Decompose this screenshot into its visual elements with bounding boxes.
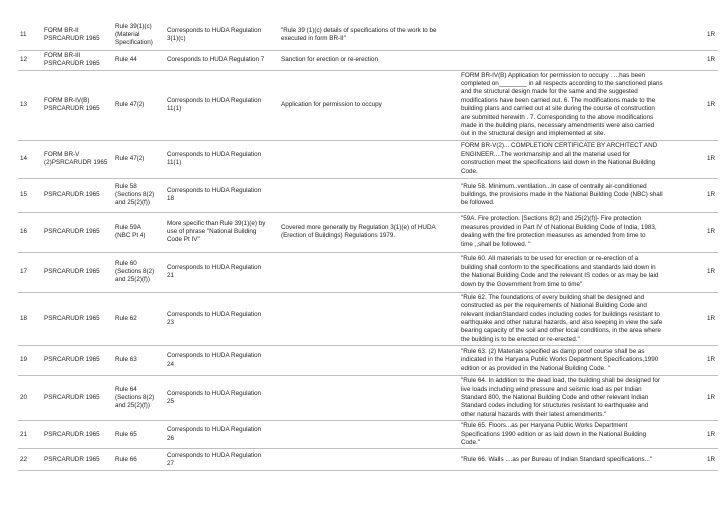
table-row	[18, 252, 718, 292]
cell-obs	[279, 292, 459, 345]
cell-obs: Application for permission to occupy	[281, 100, 382, 108]
cell-rule: Rule 47(2)	[115, 155, 145, 163]
cell-form: PSRCARUDR 1965	[44, 455, 100, 463]
cell-huda: Corresponds to HUDA Regulation 23	[167, 310, 262, 326]
cell-rule: Rule 63	[115, 356, 137, 364]
table-row	[18, 421, 718, 449]
cell-cat: 1R	[706, 356, 715, 364]
cell-text: "Rule 64. In addition to the dead load, the building shall be designed for live loads including wind pressure and seismic load as per Indian Standard 800, the National Building Code and other relevant Indian Standard codes including for structures resistant to earthquake and other natural hazards with their latest amendments."	[461, 377, 660, 418]
cell-no: 22	[20, 455, 28, 463]
cell-no: 16	[20, 228, 28, 236]
table-row	[18, 449, 718, 471]
cell-form: FORM BR-IV(B) PSRCARUDR 1965	[44, 96, 100, 113]
table-row	[18, 21, 718, 50]
cell-huda: Coresponds to HUDA Regulation 7	[167, 55, 265, 63]
cell-huda: Corresponds to HUDA Regulation 26	[167, 426, 262, 442]
cell-huda: Corresponds to HUDA Regulation 11(1)	[167, 96, 262, 113]
cell-form: PSRCARUDR 1965	[44, 394, 100, 401]
cell-rule: Rule 58 (Sections 8(2) and 25(2)(f))	[115, 182, 155, 207]
cell-rule: Rule 39(1)(c) (Material Specification)	[115, 22, 153, 47]
cell-form: FORM BR-II PSRCARUDR 1965	[44, 26, 100, 43]
cell-form: PSRCARUDR 1965	[44, 356, 100, 364]
cell-no: 19	[20, 356, 28, 364]
table-row	[18, 50, 718, 70]
cell-text: "Rule 60. All materials to be used for erection or re-erection of a building shall conform to the specifications and standards laid down in the National Building Code and the relevant IS codes or as may be laid down by the Government from time to time"	[461, 255, 659, 288]
cell-rule: Rule 65	[115, 430, 137, 438]
table-row	[18, 292, 718, 345]
cell-form: PSRCARUDR 1965	[44, 430, 100, 438]
cell-obs	[279, 376, 459, 421]
cell-no: 15	[20, 191, 28, 199]
cell-no: 13	[20, 100, 28, 108]
cell-no: 17	[20, 268, 28, 276]
cell-obs	[279, 421, 459, 449]
cell-obs	[279, 252, 459, 292]
cell-rule: Rule 59A (NBC Pt 4)	[115, 223, 146, 240]
cell-cat: 1R	[706, 191, 715, 199]
table-row	[18, 70, 718, 140]
cell-huda: More specific than Rule 39(1)(e) by use of phrase "National Building Code Pt IV"	[167, 219, 266, 244]
cell-no: 11	[20, 31, 27, 39]
cell-no: 12	[20, 55, 28, 63]
cell-huda: Corresponds to HUDA Regulation 18	[167, 186, 262, 203]
table-body	[18, 21, 718, 471]
cell-obs: Sanction for erection or re-erection	[281, 55, 378, 63]
cell-huda: Corresponds to HUDA Regulation 25	[167, 389, 262, 406]
cell-form: PSRCARUDR 1965	[44, 314, 100, 322]
cell-text	[459, 50, 691, 70]
cell-text: "Rule 63. (2) Materials specified as damp proof course shall be as indicated in the Haryana Public Works Department Specifications,1990 edition or as provided in the National Building Code. "	[461, 348, 659, 372]
cell-cat: 1R	[706, 155, 715, 163]
cell-obs: "Rule 39 (1)(c) details of specifications of the work to be executed in form BR-II"	[281, 26, 437, 43]
cell-cat: 1R	[706, 228, 715, 236]
cell-form: FORM BR-III PSRCARUDR 1965	[44, 51, 100, 67]
cell-rule: Rule 66	[115, 455, 137, 463]
cell-form: PSRCARUDR 1965	[44, 228, 100, 236]
cell-huda: Corresponds to HUDA Regulation 21	[167, 263, 262, 280]
cell-obs	[279, 140, 459, 178]
cell-no: 21	[20, 430, 28, 438]
cell-huda: Corresponds to HUDA Regulation 24	[167, 352, 262, 368]
cell-huda: Corresponds to HUDA Regulation 3(1)(c)	[167, 26, 262, 43]
cell-rule: Rule 64 (Sections 8(2) and 25(2)(f))	[115, 385, 155, 410]
cell-text: FORM BR-V(2)... COMPLETION CERTIFICATE BY ARCHITECT AND ENGINEER....The workmanship and all the material used for construction meet the specifications laid down in the National Building Code.	[461, 142, 658, 175]
cell-form: PSRCARUDR 1965	[44, 191, 100, 199]
table-row	[18, 178, 718, 212]
cell-cat: 1R	[706, 314, 715, 322]
table-row	[18, 376, 718, 421]
cell-cat: 1R	[706, 268, 715, 276]
cell-obs	[279, 449, 459, 471]
cell-rule: Rule 47(2)	[115, 100, 145, 108]
cell-huda: Corresponds to HUDA Regulation 11(1)	[167, 150, 262, 167]
cell-rule: Rule 62	[115, 314, 137, 322]
cell-rule: Rule 44	[115, 55, 137, 63]
cell-cat: 1R	[706, 55, 715, 63]
cell-obs	[279, 346, 459, 376]
table-row	[18, 140, 718, 178]
cell-cat: 1R	[706, 430, 715, 438]
cell-text: FORM BR-IV(B) Application for permission to occupy . ...has been completed on________ in all respects according to the sanctioned plans and the structural design made for the same and the suggested modifications have been carried out. 6. The modifications made to the building plans and carried out at site during the course of construction are submitted herewith . 7. Corresponding to the above modifications made in the building plans, necessary amendments were also carried out in the structural design and implemented at site.	[461, 71, 663, 138]
cell-form: FORM BR-V (2)PSRCARUDR 1965	[44, 150, 108, 167]
cell-text: "59A. Fire protection. [Sections 8(2) and 25(2)(f)]- Fire protection measures provided in Part IV of National Building Code of India, 1983, dealing with the fire protection measures as amended from time to time ,,shall be followed. "	[461, 215, 657, 248]
cell-text: "Rule 66. Walls ....as per Bureau of Indian Standard specifications..."	[461, 455, 653, 463]
cell-cat: 1R	[706, 455, 715, 463]
cell-no: 14	[20, 155, 28, 163]
cell-obs: Covered more generally by Regulation 3(1)(e) of HUDA (Erection of Buildings) Regulations 1979.	[281, 223, 436, 240]
regulation-table	[18, 21, 718, 471]
cell-form: PSRCARUDR 1965	[44, 268, 100, 276]
table-row	[18, 212, 718, 252]
cell-no: 20	[20, 394, 28, 401]
cell-obs	[279, 178, 459, 212]
cell-cat: 1R	[706, 394, 715, 401]
cell-text: "Rule 65. Floors...as per Haryana Public Works Department Specifications 1990 edition or as laid down in the National Building Code."	[461, 422, 647, 447]
cell-cat: 1R	[706, 100, 715, 108]
cell-huda: Corresponds to HUDA Regulation 27	[167, 451, 262, 467]
cell-text: "Rule 62. The foundations of every building shall be designed and constructed as per the requirements of National Building Code and relevant IndianStandard codes including codes for buildings resistant to earthquake and other natural hazards, and also keeping in view the safe bearing capacity of the soil and other local conditions, in the area where the building is to be erected or re-erected."	[461, 293, 663, 343]
cell-cat: 1R	[706, 31, 715, 39]
cell-no: 18	[20, 314, 28, 322]
cell-rule: Rule 60 (Sections 8(2) and 25(2)(f))	[115, 259, 155, 284]
table-row	[18, 346, 718, 376]
cell-text	[459, 21, 691, 50]
cell-text: "Rule 58. Minimum..ventilation...In case of centrally air-conditioned buildings, the provisions made in the National Building Code (NBC) shall be followed.	[461, 182, 663, 207]
